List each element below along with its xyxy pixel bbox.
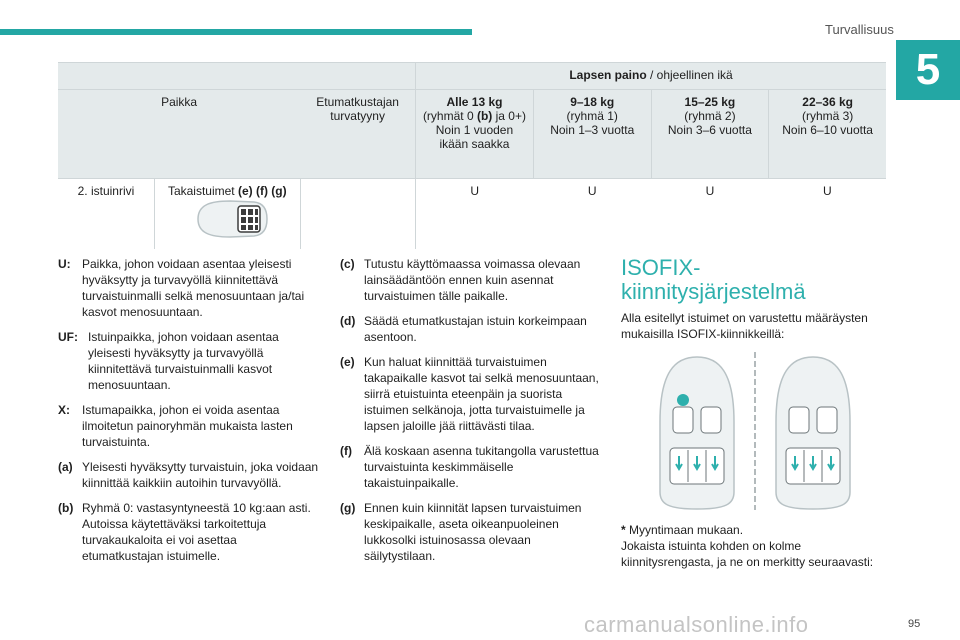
- rear-seats-car-icon: [194, 196, 270, 242]
- group-age: Noin 1–3 vuotta: [550, 123, 635, 137]
- top-accent-bar: [0, 29, 472, 35]
- isofix-seats-diagram: [640, 352, 870, 512]
- group-header-1: [533, 90, 651, 179]
- row-airbag-cell: [300, 179, 415, 250]
- row-place: 2. istuinrivi: [58, 179, 154, 250]
- car-left-isofix-icon: [660, 357, 734, 509]
- note-f: (f) Älä koskaan asenna tukitangolla varustettua turvaistuinta keskimmäiselle takaistuinpaikalle.: [340, 444, 599, 490]
- group-header-0: [416, 90, 534, 179]
- group-weight: Alle 13 kg: [446, 95, 503, 109]
- weight-group-title: [416, 63, 886, 90]
- row-value: U: [533, 179, 651, 250]
- row-value: U: [651, 179, 769, 250]
- column-header-airbag: Etumatkustajan turvatyyny: [300, 90, 415, 179]
- chapter-number-tab: 5: [896, 40, 960, 100]
- note-d: (d) Säädä etumatkustajan istuin korkeimpaan asentoon.: [340, 314, 587, 344]
- weight-group-title-bold: Lapsen paino: [569, 68, 647, 82]
- notes-right-column: [340, 256, 605, 573]
- group-header-3: [769, 90, 886, 179]
- group-class: (ryhmä 1): [566, 109, 618, 123]
- row-seats: Takaistuimet (e) (f) (g): [154, 179, 300, 250]
- group-weight: 22–36 kg: [802, 95, 853, 109]
- watermark: carmanualsonline.info: [584, 612, 809, 637]
- table-header-spacer: [58, 63, 416, 90]
- row-value: U: [769, 179, 886, 250]
- note-e: (e) Kun haluat kiinnittää turvaistuimen takapaikalle kasvot tai selkä menosuuntaan, siirrä etuistuinta eteenpäin ja suorista istuimen selkänoja, jotta turvaistuimelle ja lapsen jaloille jää riittävästi tilaa.: [340, 355, 599, 433]
- notes-left-column: [58, 256, 320, 573]
- note-x: X: Istumapaikka, johon ei voida asentaa ilmoitetun painoryhmän mukaista lasten turvaistuinta.: [58, 403, 293, 449]
- page-number: 95: [908, 618, 921, 630]
- weight-group-title-rest: / ohjeellinen ikä: [646, 68, 733, 82]
- row-value: U: [416, 179, 534, 250]
- group-class: (ryhmä 3): [801, 109, 854, 123]
- isofix-intro: Alla esitellyt istuimet on varustettu määräysten mukaisilla ISOFIX-kiinnikkeillä:: [621, 311, 868, 341]
- group-class: (ryhmät 0 (b) ja 0+): [422, 109, 526, 123]
- group-weight: 15–25 kg: [684, 95, 736, 109]
- group-weight: 9–18 kg: [570, 95, 615, 109]
- note-u: U: Paikka, johon voidaan asentaa yleisesti hyväksytty ja turvavyöllä kiinnitettävä turvaistuinmalli selkä menosuuntaan ja/tai kasvot menosuuntaan.: [58, 257, 305, 319]
- car-right-isofix-icon: [776, 357, 850, 509]
- note-a: (a) Yleisesti hyväksytty turvaistuin, joka voidaan kiinnittää kaikkiin autoihin turvavyöllä.: [58, 460, 319, 490]
- section-title: Turvallisuus: [825, 22, 894, 37]
- column-header-place: Paikka: [58, 90, 300, 179]
- isofix-heading: ISOFIX- kiinnitysjärjestelmä: [621, 255, 806, 304]
- group-class: (ryhmä 2): [684, 109, 736, 123]
- child-seat-table: [58, 62, 886, 249]
- note-g: (g) Ennen kuin kiinnität lapsen turvaistuimen keskipaikalle, aseta oikeanpuoleinen lukkosolki istuinosassa olevaan säilytystilaan.: [340, 501, 582, 563]
- isofix-footnote: * Myyntimaan mukaan. Jokaista istuinta kohden on kolme kiinnitysrengasta, ja ne on merkitty seuraavasti:: [621, 523, 874, 569]
- note-uf: UF: Istuinpaikka, johon voidaan asentaa yleisesti hyväksytty ja turvavyöllä kiinnitettävä turvaistuinmalli kasvot menosuuntaan.: [58, 330, 279, 392]
- note-c: (c) Tutustu käyttömaassa voimassa olevaan lainsäädäntöön ennen kuin asennat turvaistuimen tälle paikalle.: [340, 257, 581, 303]
- group-age: Noin 6–10 vuotta: [782, 123, 873, 137]
- note-b: (b) Ryhmä 0: vastasyntyneestä 10 kg:aan asti. Autoissa käytettäväksi tarkoitettuja turvakaukaloita ei voi asettaa etumatkustajan istuimelle.: [58, 501, 311, 563]
- group-header-2: [651, 90, 769, 179]
- group-age: Noin 3–6 vuotta: [667, 123, 752, 137]
- group-age: Noin 1 vuoden ikään saakka: [435, 123, 514, 151]
